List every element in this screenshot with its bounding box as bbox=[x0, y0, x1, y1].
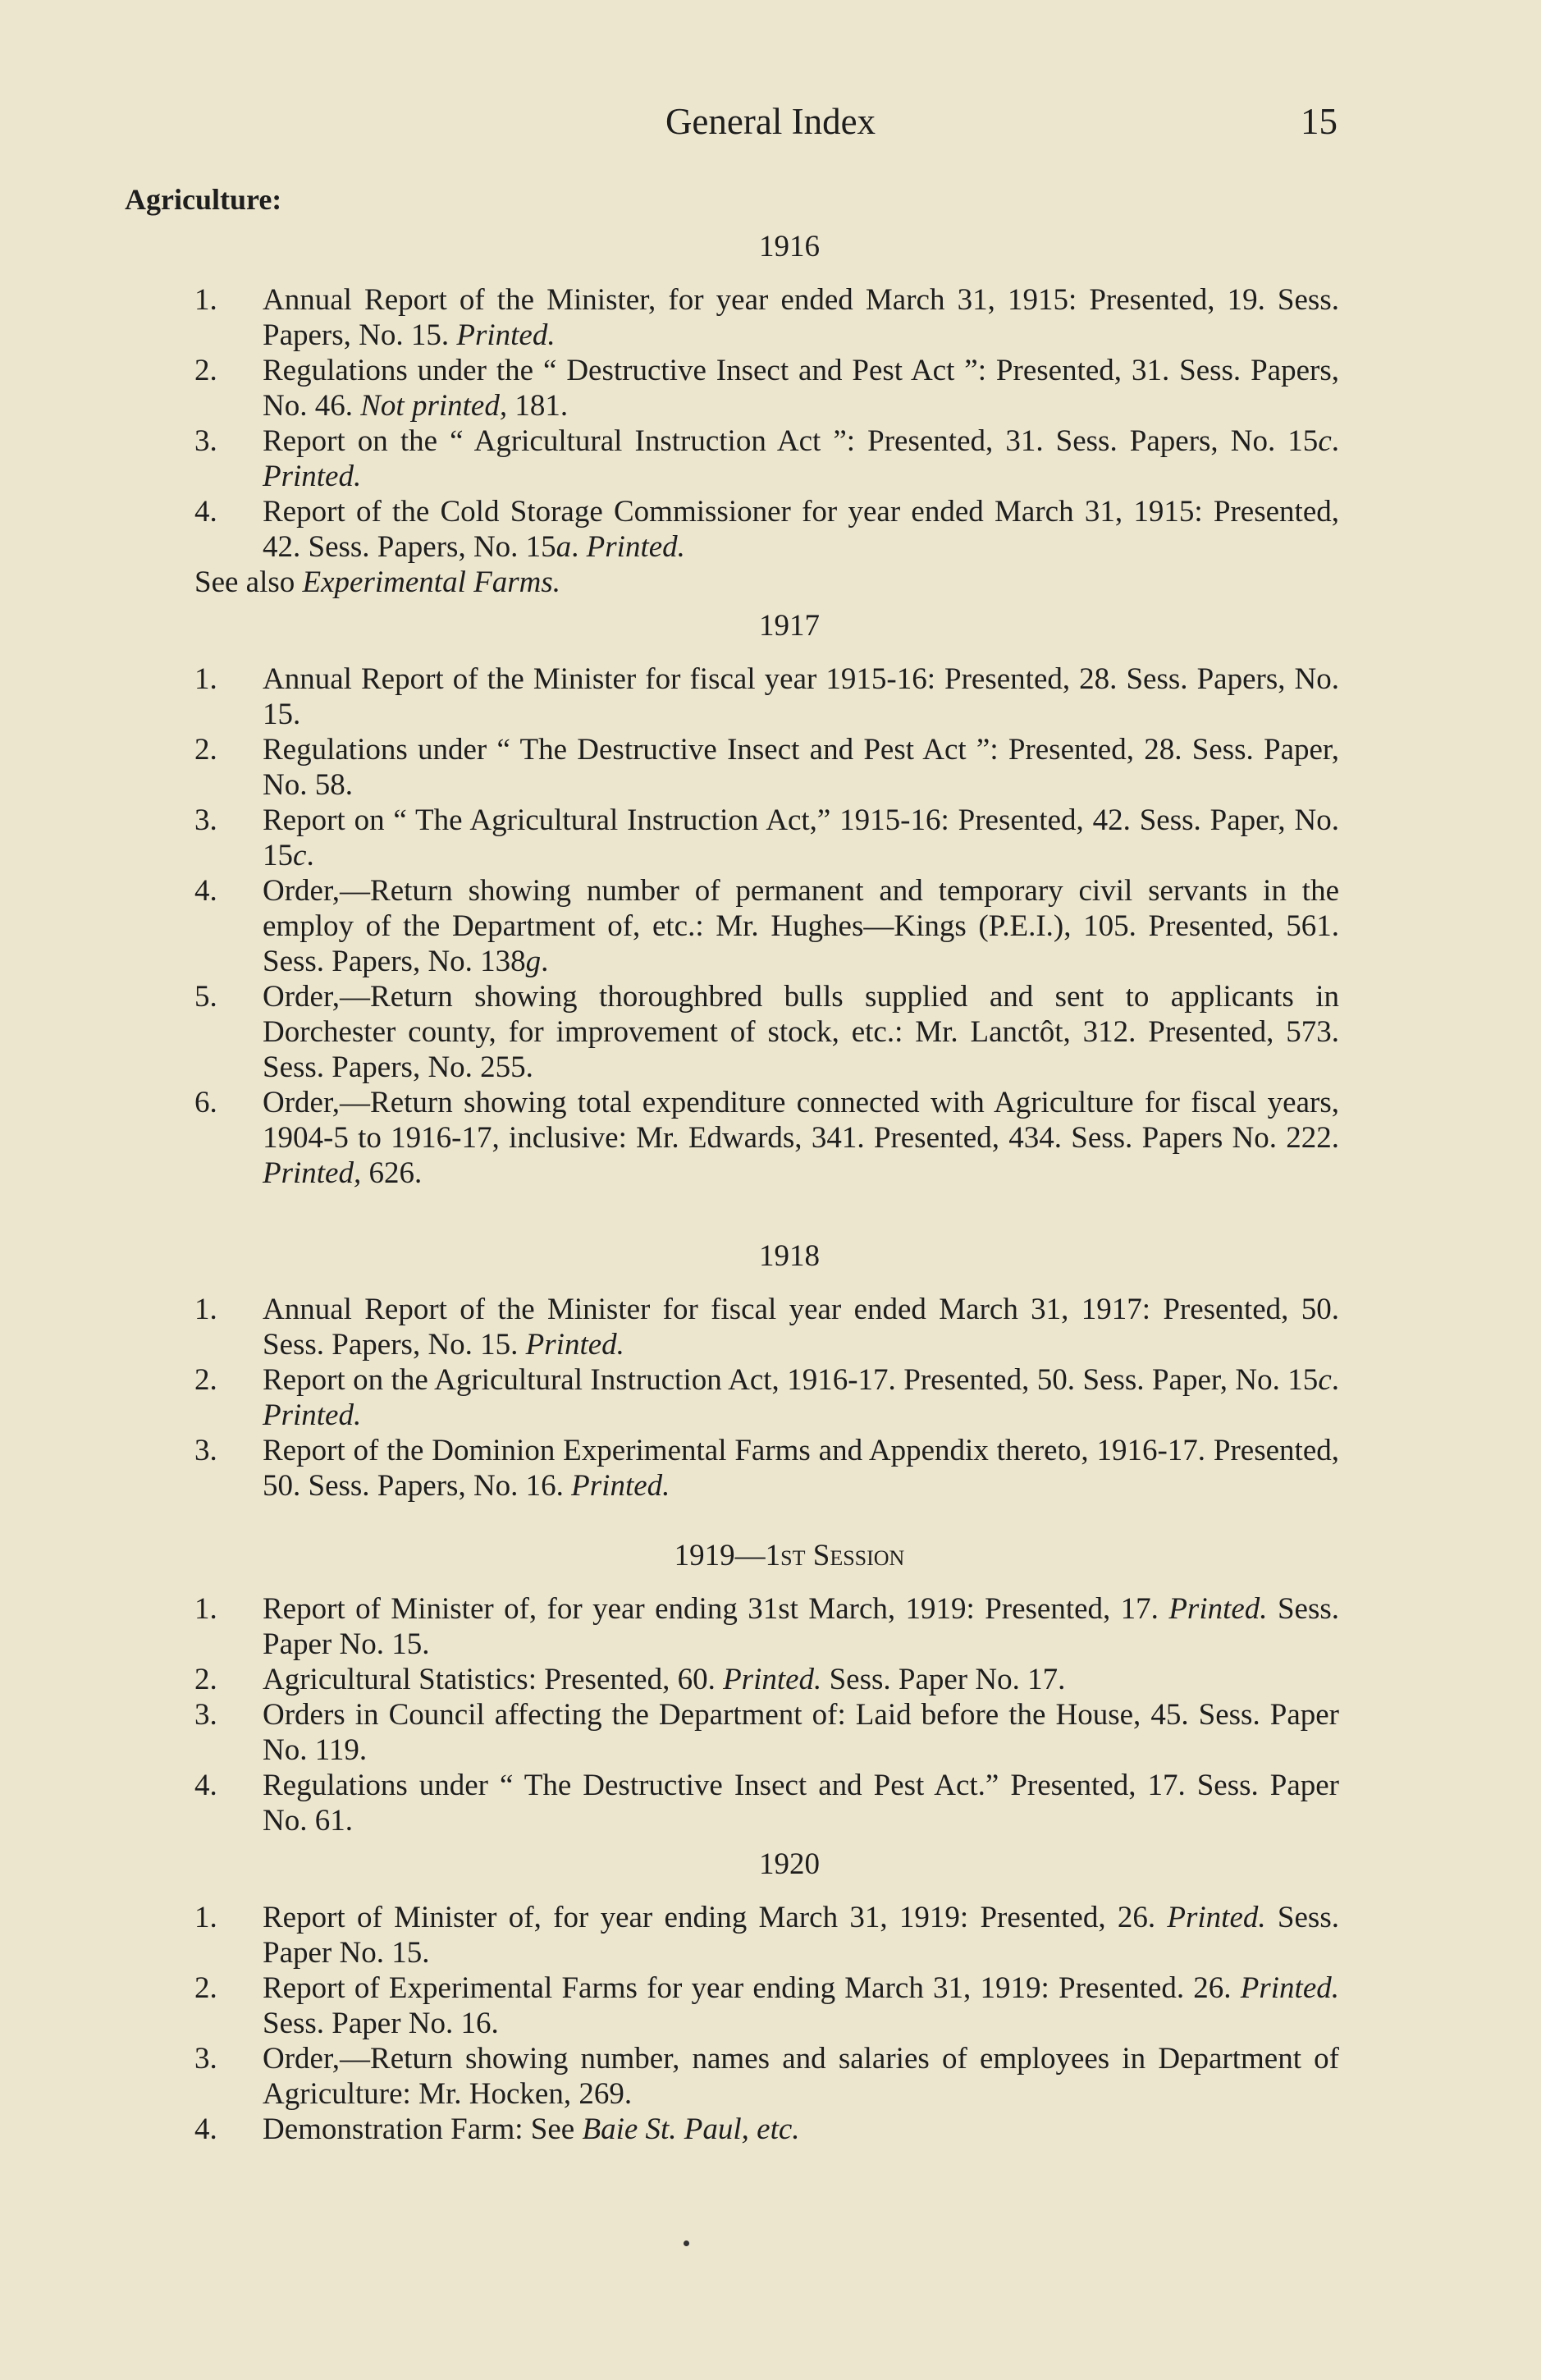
section-1920 bbox=[125, 1847, 1339, 2147]
entry-number: 3. bbox=[194, 424, 217, 458]
entry-number: 4. bbox=[194, 495, 217, 529]
entry-text: Annual Report of the Minister for fiscal year ended March 31, 1917: Presented, 50. Sess. Papers, No. 15. Printed. bbox=[263, 1293, 1339, 1362]
page-number: 15 bbox=[1301, 101, 1338, 142]
year-heading: 1917 bbox=[759, 609, 820, 643]
entry-number: 1. bbox=[194, 1901, 217, 1934]
entry-number: 2. bbox=[194, 733, 217, 767]
entry-number: 2. bbox=[194, 354, 217, 387]
entry-text: Report of the Dominion Experimental Farms and Appendix thereto, 1916-17. Presented, 50. Sess. Papers, No. 16. Printed. bbox=[263, 1434, 1339, 1503]
entry-number: 3. bbox=[194, 1434, 217, 1467]
entry-text: Order,—Return showing number of permanent and temporary civil servants in the employ of the Department of, etc.: Mr. Hughes—Kings (P.E.I.), 105. Presented, 561. Sess. Papers, No. 138g. bbox=[263, 874, 1339, 978]
index-entry bbox=[125, 732, 1339, 803]
subject-heading: Agriculture: bbox=[125, 183, 282, 216]
entry-number: 1. bbox=[194, 1592, 217, 1626]
entry-text: Order,—Return showing total expenditure connected with Agriculture for fiscal years, 1904-5 to 1916-17, inclusive: Mr. Edwards, 341. Presented, 434. Sess. Papers No. 222. Printed, 626. bbox=[263, 1086, 1339, 1190]
index-entry bbox=[125, 2041, 1339, 2112]
index-entry bbox=[125, 1697, 1339, 1768]
entry-list bbox=[125, 1292, 1339, 1504]
entry-text: Report on “ The Agricultural Instruction Act,” 1915-16: Presented, 42. Sess. Paper, No. 15c. bbox=[263, 803, 1339, 872]
entry-text: Regulations under the “ Destructive Insect and Pest Act ”: Presented, 31. Sess. Papers, No. 46. Not printed, 181. bbox=[263, 354, 1339, 423]
index-content bbox=[125, 182, 1339, 2147]
page-title: General Index bbox=[665, 101, 876, 142]
entry-text: Agricultural Statistics: Presented, 60. Printed. Sess. Paper No. 17. bbox=[263, 1663, 1066, 1696]
entry-list bbox=[125, 282, 1339, 565]
index-entry bbox=[125, 1768, 1339, 1838]
entry-text: Regulations under “ The Destructive Insect and Pest Act ”: Presented, 28. Sess. Paper, No. 58. bbox=[263, 733, 1339, 802]
entry-number: 3. bbox=[194, 803, 217, 837]
index-entry bbox=[125, 1662, 1339, 1697]
entry-text: Annual Report of the Minister for fiscal year 1915-16: Presented, 28. Sess. Papers, No. 15. bbox=[263, 662, 1339, 731]
entry-text: Regulations under “ The Destructive Insect and Pest Act.” Presented, 17. Sess. Paper No. 61. bbox=[263, 1769, 1339, 1838]
year-heading: 1916 bbox=[759, 230, 820, 263]
entry-number: 2. bbox=[194, 1363, 217, 1397]
entry-number: 4. bbox=[194, 2112, 217, 2146]
index-entry bbox=[125, 2112, 1339, 2147]
entry-list bbox=[125, 1591, 1339, 1838]
index-entry bbox=[125, 1085, 1339, 1191]
index-entry bbox=[125, 494, 1339, 565]
index-entry bbox=[125, 423, 1339, 494]
entry-number: 2. bbox=[194, 1971, 217, 2005]
entry-number: 1. bbox=[194, 662, 217, 696]
see-also-note: See also Experimental Farms. bbox=[194, 565, 560, 599]
section-1919 bbox=[125, 1538, 1339, 1838]
section-1916 bbox=[125, 229, 1339, 600]
index-entry bbox=[125, 353, 1339, 423]
entry-number: 1. bbox=[194, 1293, 217, 1326]
entry-number: 4. bbox=[194, 1769, 217, 1802]
print-mark bbox=[684, 2240, 689, 2246]
entry-text: Report of Minister of, for year ending 31st March, 1919: Presented, 17. Printed. Sess. Paper No. 15. bbox=[263, 1592, 1339, 1661]
entry-number: 3. bbox=[194, 2042, 217, 2076]
index-entry bbox=[125, 1292, 1339, 1362]
entry-text: Report of the Cold Storage Commissioner for year ended March 31, 1915: Presented, 42. Sess. Papers, No. 15a. Printed. bbox=[263, 495, 1339, 564]
entry-number: 4. bbox=[194, 874, 217, 908]
entry-text: Order,—Return showing thoroughbred bulls supplied and sent to applicants in Dorchester county, for improvement of stock, etc.: Mr. Lanctôt, 312. Presented, 573. Sess. Papers, No. 255. bbox=[263, 980, 1339, 1084]
entry-number: 5. bbox=[194, 980, 217, 1014]
entry-number: 6. bbox=[194, 1086, 217, 1119]
section-1918 bbox=[125, 1238, 1339, 1504]
entry-number: 3. bbox=[194, 1698, 217, 1732]
year-heading: 1920 bbox=[759, 1847, 820, 1881]
year-heading: 1918 bbox=[759, 1239, 820, 1273]
entry-number: 2. bbox=[194, 1663, 217, 1696]
index-entry bbox=[125, 661, 1339, 732]
index-entry bbox=[125, 1970, 1339, 2041]
index-entry bbox=[125, 1591, 1339, 1662]
entry-text: Report on the “ Agricultural Instruction Act ”: Presented, 31. Sess. Papers, No. 15c. Printed. bbox=[263, 424, 1339, 493]
index-entry bbox=[125, 803, 1339, 873]
index-entry bbox=[125, 1900, 1339, 1970]
entry-text: Demonstration Farm: See Baie St. Paul, etc. bbox=[263, 2112, 800, 2146]
entry-list bbox=[125, 661, 1339, 1191]
year-heading: 1919—1st Session bbox=[674, 1539, 905, 1572]
entry-text: Order,—Return showing number, names and salaries of employees in Department of Agriculture: Mr. Hocken, 269. bbox=[263, 2042, 1339, 2111]
entry-number: 1. bbox=[194, 283, 217, 317]
index-entry bbox=[125, 979, 1339, 1085]
index-entry bbox=[125, 1362, 1339, 1433]
entry-text: Report of Experimental Farms for year ending March 31, 1919: Presented. 26. Printed. Sess. Paper No. 16. bbox=[263, 1971, 1339, 2040]
index-entry bbox=[125, 873, 1339, 979]
entry-text: Report of Minister of, for year ending March 31, 1919: Presented, 26. Printed. Sess. Paper No. 15. bbox=[263, 1901, 1339, 1970]
section-1917 bbox=[125, 608, 1339, 1191]
entry-list bbox=[125, 1900, 1339, 2147]
page-header bbox=[0, 100, 1541, 149]
entry-text: Annual Report of the Minister, for year ended March 31, 1915: Presented, 19. Sess. Papers, No. 15. Printed. bbox=[263, 283, 1339, 352]
index-entry bbox=[125, 282, 1339, 353]
entry-text: Report on the Agricultural Instruction Act, 1916-17. Presented, 50. Sess. Paper, No. 15c. Printed. bbox=[263, 1363, 1339, 1432]
entry-text: Orders in Council affecting the Department of: Laid before the House, 45. Sess. Paper No. 119. bbox=[263, 1698, 1339, 1767]
index-entry bbox=[125, 1433, 1339, 1504]
